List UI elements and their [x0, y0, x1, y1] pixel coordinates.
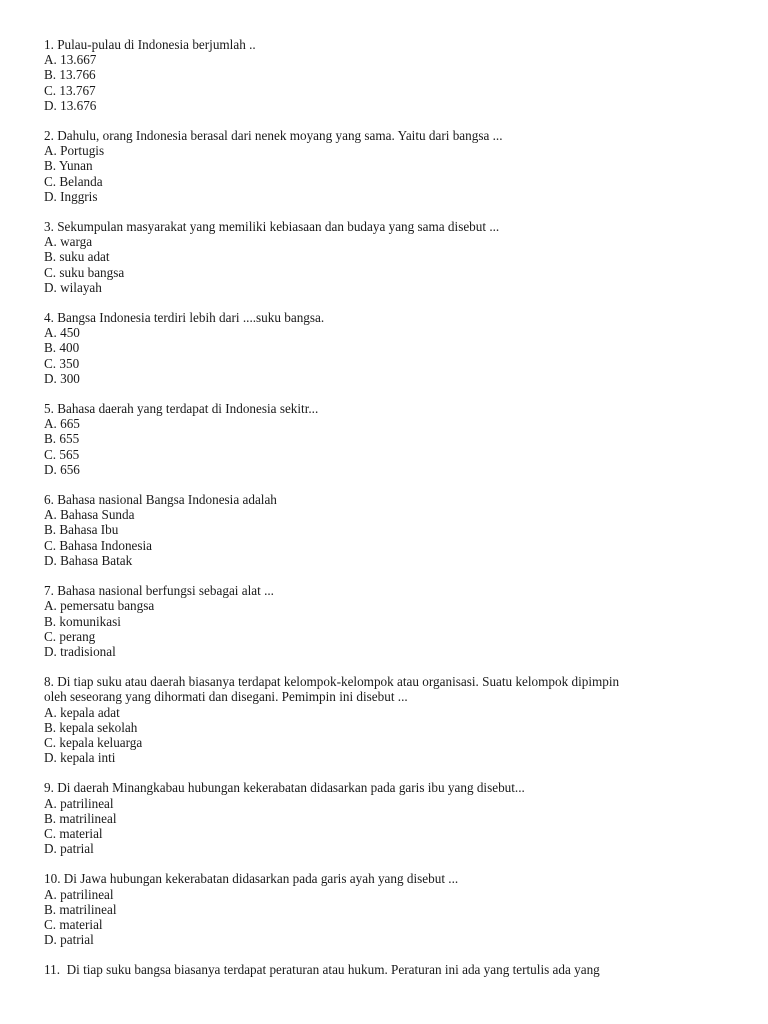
- option-b: B. matrilineal: [44, 901, 117, 917]
- option-d: D. 656: [44, 461, 80, 477]
- question-10: [44, 871, 734, 947]
- question-text: 10. Di Jawa hubungan kekerabatan didasarkan pada garis ayah yang disebut ...: [44, 871, 459, 887]
- question-3: [44, 219, 734, 295]
- option-c: C. perang: [44, 628, 96, 644]
- question-4: [44, 310, 734, 386]
- option-c: C. kepala keluarga: [44, 734, 143, 750]
- option-b: B. 655: [44, 431, 80, 447]
- option-a: A. pemersatu bangsa: [44, 598, 155, 614]
- option-c: C. suku bangsa: [44, 264, 125, 280]
- option-b: B. kepala sekolah: [44, 719, 138, 735]
- option-d: D. kepala inti: [44, 750, 116, 766]
- option-b: B. Bahasa Ibu: [44, 522, 119, 538]
- option-b: B. 13.766: [44, 67, 96, 83]
- option-d: D. Bahasa Batak: [44, 552, 133, 568]
- option-d: D. tradisional: [44, 643, 116, 659]
- option-a: A. Bahasa Sunda: [44, 507, 135, 523]
- option-d: D. patrial: [44, 932, 94, 948]
- option-b: B. komunikasi: [44, 613, 121, 629]
- question-11: [44, 962, 734, 977]
- option-a: A. 450: [44, 325, 80, 341]
- option-d: D. 300: [44, 370, 80, 386]
- option-a: A. 665: [44, 416, 80, 432]
- option-b: B. 400: [44, 340, 80, 356]
- question-text: 9. Di daerah Minangkabau hubungan kekerabatan didasarkan pada garis ibu yang disebut...: [44, 780, 525, 796]
- document-page: [44, 37, 734, 993]
- question-text: 7. Bahasa nasional berfungsi sebagai alat ...: [44, 583, 274, 599]
- option-a: A. 13.667: [44, 52, 97, 68]
- option-c: C. Bahasa Indonesia: [44, 537, 153, 553]
- question-1: [44, 37, 734, 113]
- option-a: A. kepala adat: [44, 704, 120, 720]
- question-text-line-2: oleh seseorang yang dihormati dan disegani. Pemimpin ini disebut ...: [44, 689, 408, 705]
- question-text: 2. Dahulu, orang Indonesia berasal dari nenek moyang yang sama. Yaitu dari bangsa ...: [44, 128, 503, 144]
- question-text: 4. Bangsa Indonesia terdiri lebih dari ....suku bangsa.: [44, 310, 325, 326]
- question-text: 11. Di tiap suku bangsa biasanya terdapat peraturan atau hukum. Peraturan ini ada yang tertulis ada yang: [44, 962, 600, 978]
- option-d: D. wilayah: [44, 279, 102, 295]
- option-c: C. material: [44, 825, 103, 841]
- option-c: C. 565: [44, 446, 80, 462]
- question-text: 6. Bahasa nasional Bangsa Indonesia adalah: [44, 492, 277, 508]
- option-a: A. patrilineal: [44, 795, 114, 811]
- option-b: B. suku adat: [44, 249, 110, 265]
- question-text: 1. Pulau-pulau di Indonesia berjumlah ..: [44, 37, 256, 52]
- option-a: A. warga: [44, 234, 93, 250]
- option-d: D. 13.676: [44, 97, 97, 113]
- question-5: [44, 401, 734, 477]
- question-9: [44, 780, 734, 856]
- option-b: B. Yunan: [44, 158, 93, 174]
- option-d: D. patrial: [44, 841, 94, 857]
- option-a: A. Portugis: [44, 143, 105, 159]
- option-c: C. material: [44, 916, 103, 932]
- option-c: C. Belanda: [44, 173, 103, 189]
- question-8: [44, 674, 734, 765]
- option-b: B. matrilineal: [44, 810, 117, 826]
- option-d: D. Inggris: [44, 188, 98, 204]
- question-7: [44, 583, 734, 659]
- option-a: A. patrilineal: [44, 886, 114, 902]
- option-c: C. 350: [44, 355, 80, 371]
- question-text-line-1: 8. Di tiap suku atau daerah biasanya terdapat kelompok-kelompok atau organisasi. Suatu kelompok dipimpin: [44, 674, 620, 690]
- option-c: C. 13.767: [44, 82, 96, 98]
- question-text: 3. Sekumpulan masyarakat yang memiliki kebiasaan dan budaya yang sama disebut ...: [44, 219, 500, 235]
- question-6: [44, 492, 734, 568]
- question-text: 5. Bahasa daerah yang terdapat di Indonesia sekitr...: [44, 401, 319, 417]
- question-2: [44, 128, 734, 204]
